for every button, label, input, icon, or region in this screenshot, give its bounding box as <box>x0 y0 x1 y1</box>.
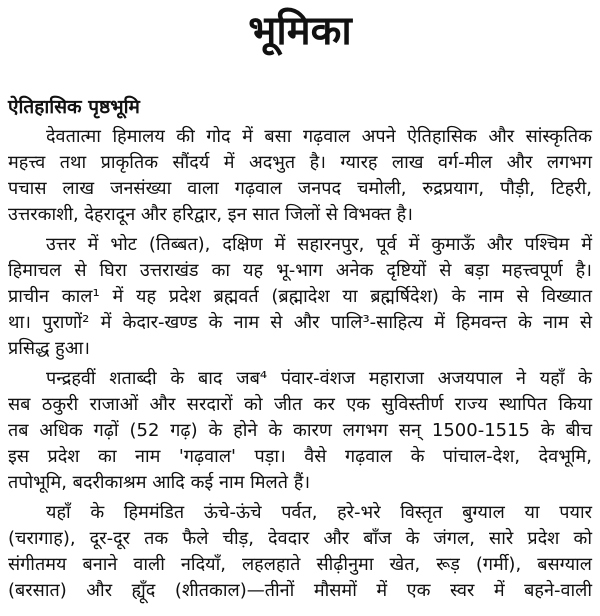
paragraph-line: प्रसिद्ध हुआ। <box>8 338 90 359</box>
section-heading: ऐतिहासिक पृष्ठभूमि <box>8 96 140 118</box>
paragraph-line: तब अधिक गढ़ों (52 गढ़) के होने के कारण लगभग सन् 1500-1515 के बीच <box>8 420 592 441</box>
paragraph-line: तपोभूमि, बदरीकाश्रम आदि कई नाम मिलते हैं। <box>8 472 311 493</box>
paragraph-line: संगीतमय बनाने वाली नदियाँ, लहलहाते सीढ़ीनुमा खेत, रूड़ (गर्मी), बसग्याल <box>8 554 592 575</box>
paragraph-line: सब ठकुरी राजाओं और सरदारों को जीत कर एक सुविस्तीर्ण राज्य स्थापित किया <box>8 394 592 415</box>
paragraph-line: (चरागाह), दूर-दूर तक फैले चीड़, देवदार और बाँज के जंगल, सारे प्रदेश को <box>8 528 592 549</box>
paragraph-line: प्राचीन काल¹ में यह प्रदेश ब्रह्मवर्त (ब्रह्मादेश या ब्रह्मर्षिदेश) के नाम से विख्यात <box>8 286 592 307</box>
paragraph-line: हिमाचल से घिरा उत्तराखंड का यह भू-भाग अनेक दृष्टियों से बड़ा महत्त्वपूर्ण है। <box>8 260 592 281</box>
paragraph-line: महत्त्व तथा प्राकृतिक सौंदर्य में अदभुत है। ग्यारह लाख वर्ग-मील और लगभग <box>8 152 592 173</box>
paragraph-line: इस प्रदेश का नाम 'गढ़वाल' पड़ा। वैसे गढ़वाल के पांचाल-देश, देवभूमि, <box>8 446 592 467</box>
paragraph-line: पचास लाख जनसंख्या वाला गढ़वाल जनपद चमोली, रुद्रप्रयाग, पौड़ी, टिहरी, <box>8 178 592 199</box>
paragraph-line: पन्द्रहवीं शताब्दी के बाद जब⁴ पंवार-वंशज महाराजा अजयपाल ने यहाँ के <box>46 368 592 389</box>
paragraph-line: उत्तरकाशी, देहरादून और हरिद्वार, इन सात जिलों से विभक्त है। <box>8 204 413 225</box>
paragraph-line: उत्तर में भोट (तिब्बत), दक्षिण में सहारनपुर, पूर्व में कुमाऊँ और पश्चिम में <box>46 234 592 255</box>
paragraph-line: देवतात्मा हिमालय की गोद में बसा गढ़वाल अपने ऐतिहासिक और सांस्कृतिक <box>46 126 592 147</box>
page-title: भूमिका <box>248 8 352 54</box>
paragraph-line: था। पुराणों² में केदार-खण्ड के नाम से और पालि³-साहित्य में हिमवन्त के नाम से <box>8 312 592 333</box>
paragraph-line: (बरसात) और ह्यूँद (शीतकाल)—तीनों मौसमों में एक स्वर में बहने-वाली <box>8 580 592 601</box>
paragraph-line: यहाँ के हिममंडित ऊंचे-ऊंचे पर्वत, हरे-भरे विस्तृत बुग्याल या पयार <box>46 502 592 523</box>
